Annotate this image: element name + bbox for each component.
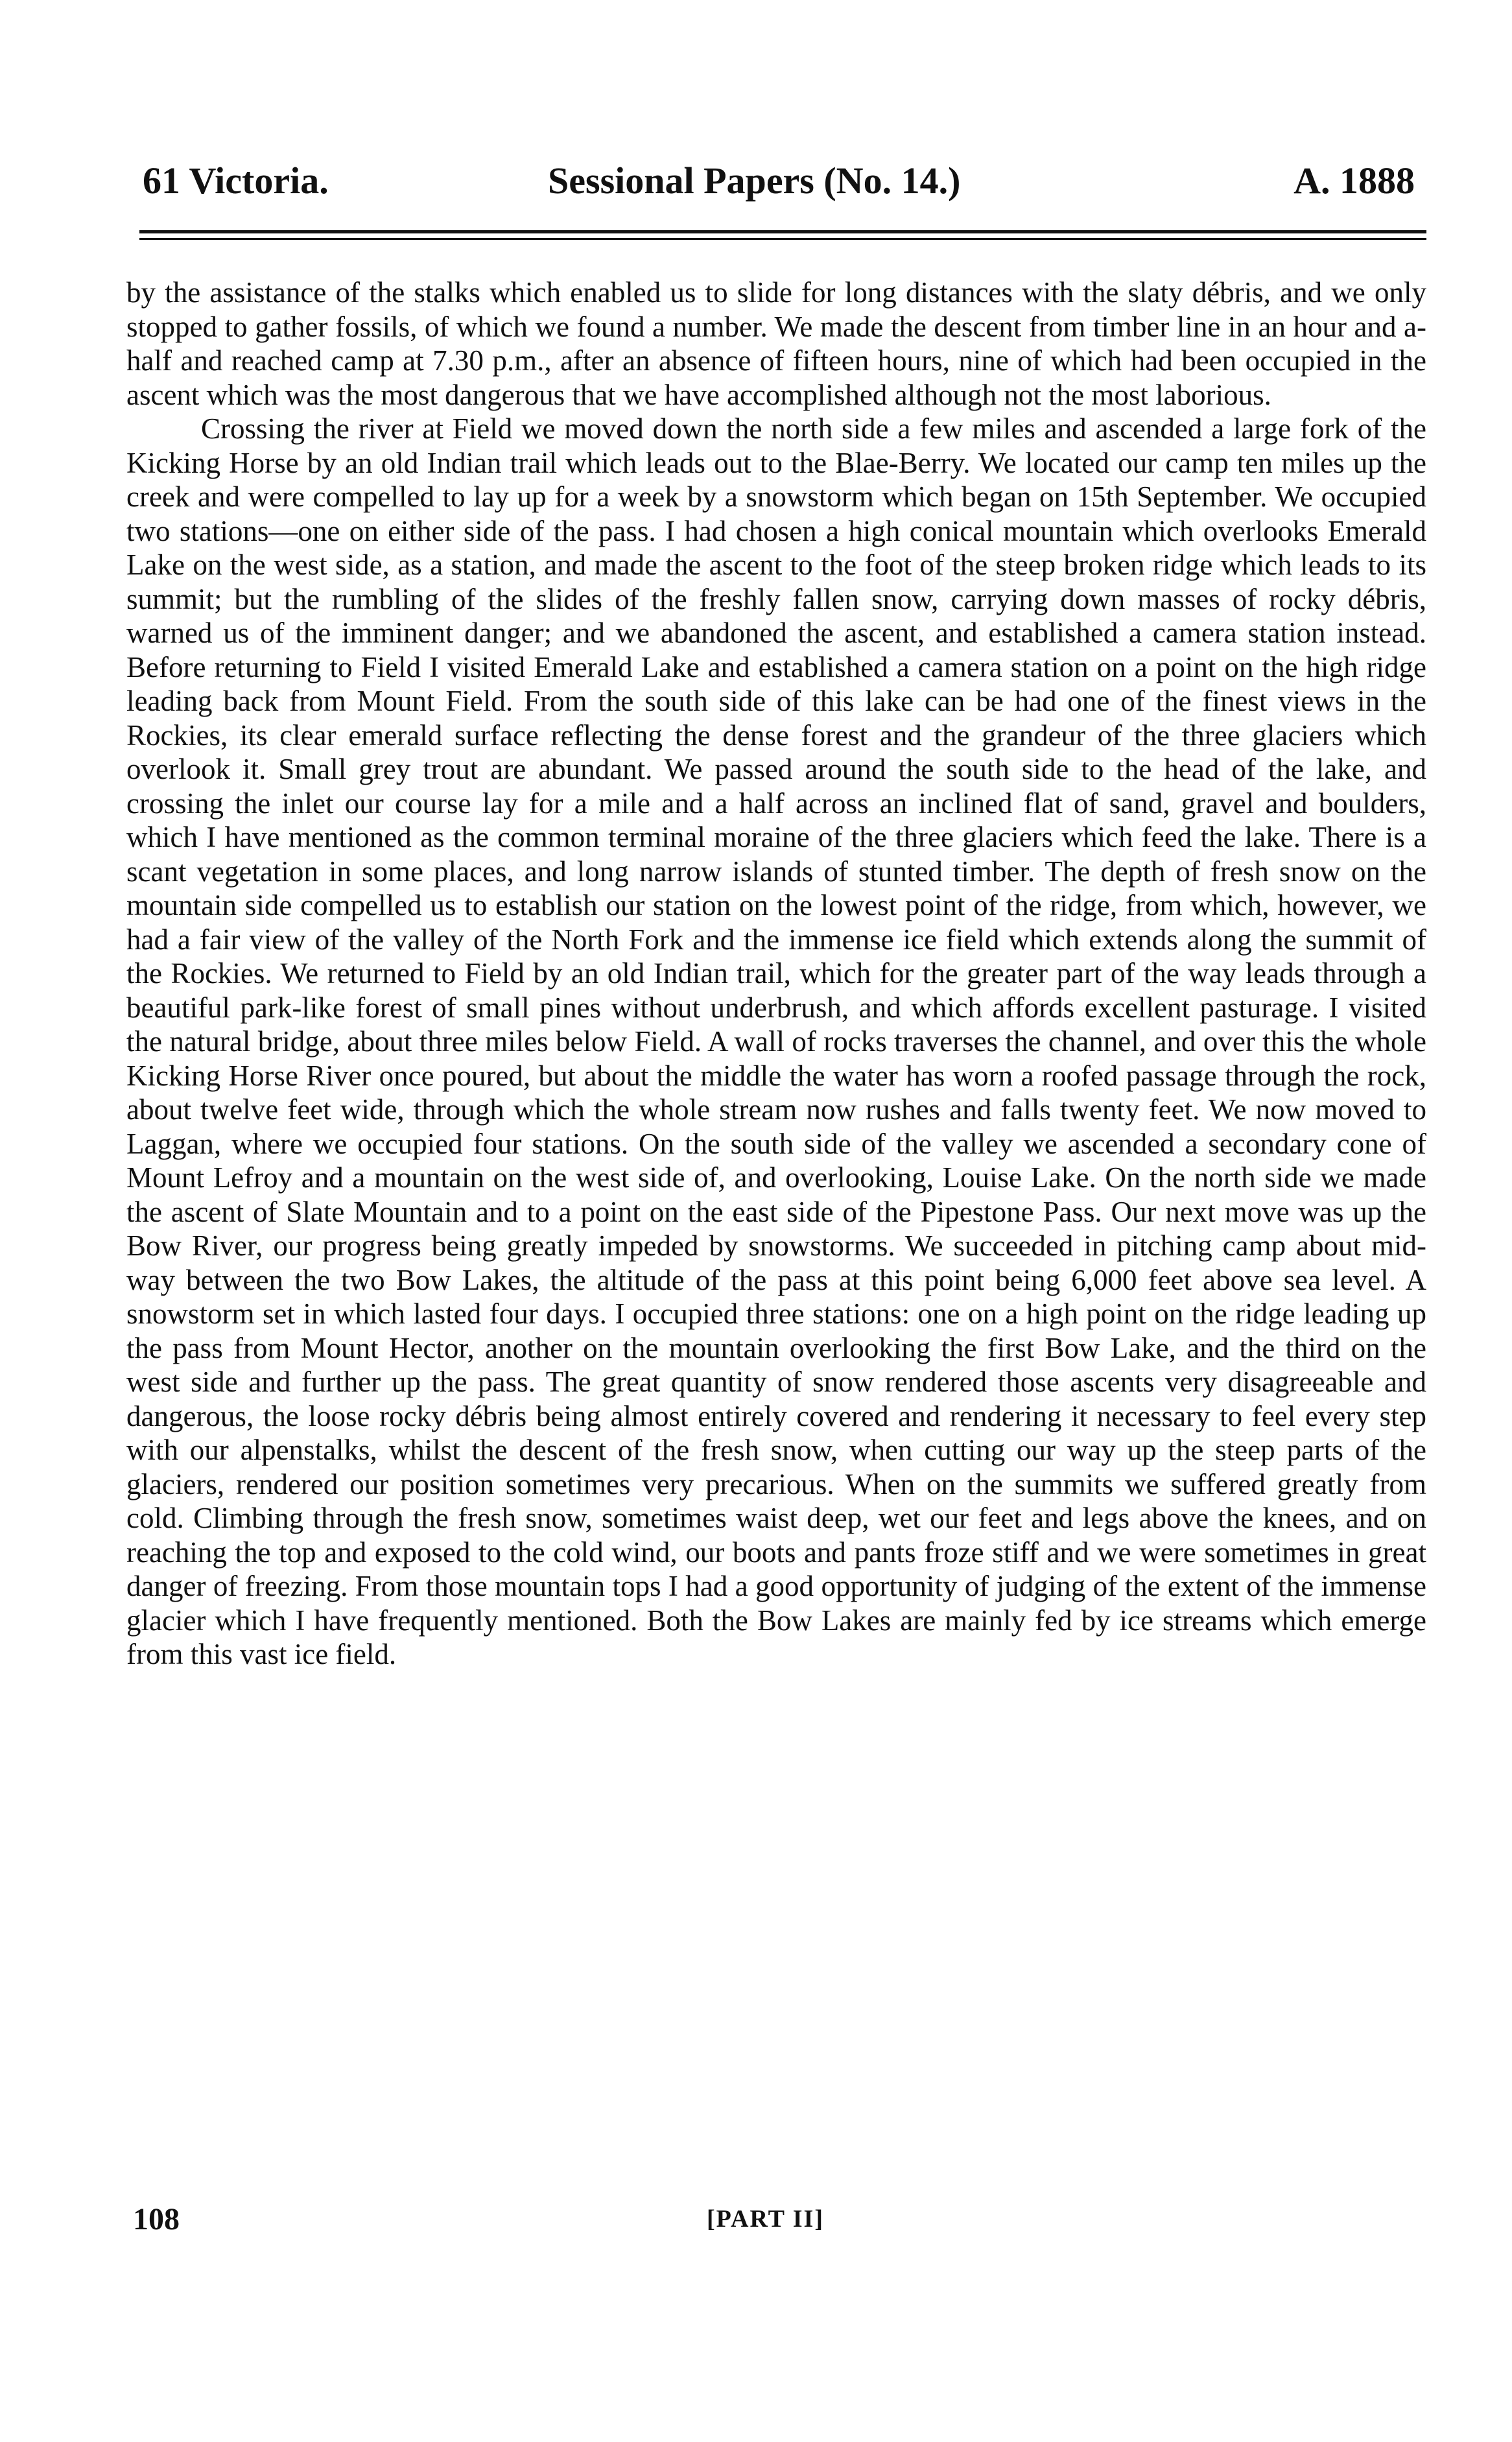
paragraph-continuation: by the assistance of the stalks which enabled us to slide for long distances with the slaty débris, and we only stopped to gather fossils, of which we found a number. We made the descent from timber line in an hour and a-half and reached camp at 7.30 p.m., after an absence of fifteen hours, nine of which had been occupied in the ascent which was the most dangerous that we have accomplished although not the most laborious. (126, 276, 1426, 411)
part-label: [PART II] (707, 2205, 824, 2233)
header-rule-thick (139, 230, 1426, 233)
header-year: A. 1888 (1293, 160, 1415, 202)
page-footer (133, 2201, 1428, 2253)
header-rule-thin (139, 238, 1426, 240)
body-text (126, 276, 1426, 1672)
running-header (139, 146, 1428, 217)
header-title: Sessional Papers (No. 14.) (548, 160, 961, 202)
header-session: 61 Victoria. (143, 160, 329, 202)
page-number: 108 (133, 2202, 180, 2236)
paragraph-field-to-bow-lakes: Crossing the river at Field we moved down the north side a few miles and ascended a large fork of the Kicking Horse by an old Indian trail which leads out to the Blae-Berry. We located our camp ten miles up the creek and were compelled to lay up for a week by a snowstorm which began on 15th September. We occupied two stations—one on either side of the pass. I had chosen a high conical mountain which overlooks Emerald Lake on the west side, as a station, and made the ascent to the foot of the steep broken ridge which leads to its summit; but the rumbling of the slides of the freshly fallen snow, carrying down masses of rocky débris, warned us of the imminent danger; and we abandoned the ascent, and established a camera station instead. Before returning to Field I visited Emerald Lake and established a camera station on a point on the high ridge leading back from Mount Field. From the south side of this lake can be had one of the finest views in the Rockies, its clear emerald surface reflecting the dense forest and the grandeur of the three glaciers which overlook it. Small grey trout are abundant. We passed around the south side to the head of the lake, and crossing the inlet our course lay for a mile and a half across an inclined flat of sand, gravel and boulders, which I have mentioned as the common terminal moraine of the three glaciers which feed the lake. There is a scant vegetation in some places, and long narrow islands of stunted timber. The depth of fresh snow on the mountain side compelled us to establish our station on the lowest point of the ridge, from which, however, we had a fair view of the valley of the North Fork and the immense ice field which extends along the summit of the Rockies. We returned to Field by an old Indian trail, which for the greater part of the way leads through a beautiful park-like forest of small pines without underbrush, and which affords excellent pasturage. I visited the natural bridge, about three miles below Field. A wall of rocks traverses the channel, and over this the whole Kicking Horse River once poured, but about the middle the water has worn a roofed passage through the rock, about twelve feet wide, through which the whole stream now rushes and falls twenty feet. We now moved to Laggan, where we occupied four stations. On the south side of the valley we ascended a secondary cone of Mount Lefroy and a mountain on the west side of, and overlooking, Louise Lake. On the north side we made the ascent of Slate Mountain and to a point on the east side of the Pipestone Pass. Our next move was up the Bow River, our progress being greatly impeded by snowstorms. We succeeded in pitching camp about mid-way between the two Bow Lakes, the altitude of the pass at this point being 6,000 feet above sea level. A snowstorm set in which lasted four days. I occupied three stations: one on a high point on the ridge leading up the pass from Mount Hector, another on the mountain overlooking the first Bow Lake, and the third on the west side and further up the pass. The great quantity of snow rendered those ascents very disagreeable and dangerous, the loose rocky débris being almost entirely covered and rendering it necessary to feel every step with our alpenstalks, whilst the descent of the fresh snow, when cutting our way up the steep parts of the glaciers, rendered our position sometimes very precarious. When on the summits we suffered greatly from cold. Climbing through the fresh snow, sometimes waist deep, wet our feet and legs above the knees, and on reaching the top and exposed to the cold wind, our boots and pants froze stiff and we were sometimes in great danger of freezing. From those mountain tops I had a good opportunity of judging of the extent of the immense glacier which I have frequently mentioned. Both the Bow Lakes are mainly fed by ice streams which emerge from this vast ice field. (126, 412, 1426, 1670)
